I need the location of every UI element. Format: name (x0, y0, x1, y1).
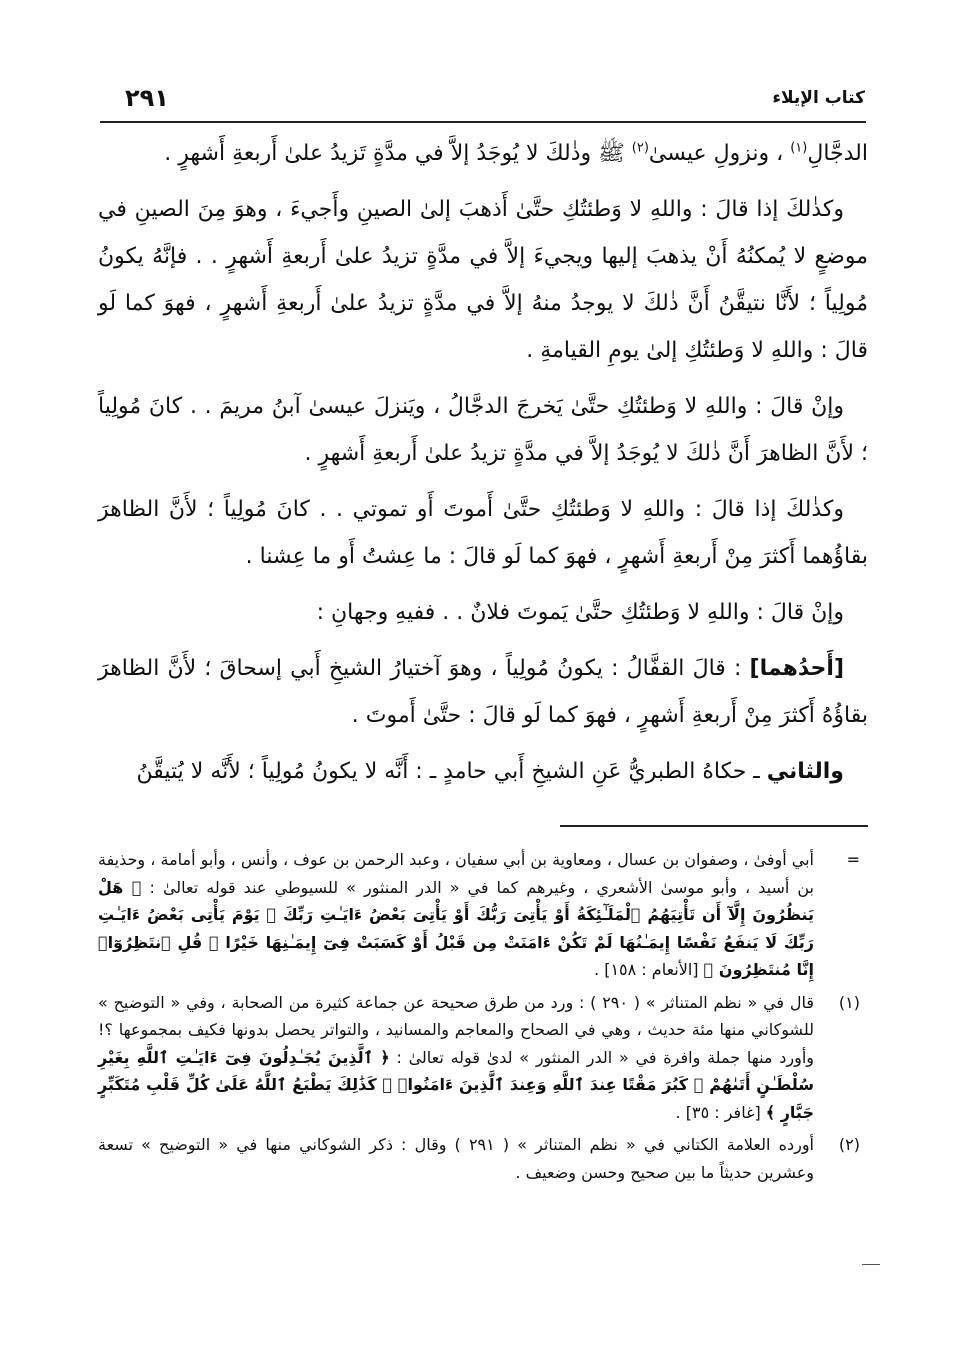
paragraph-7 (98, 748, 868, 795)
footnote-1-text-a: قال في « نظم المتناثر » ( ٢٩٠ ) : ورد من طرق صحيحة عن جماعة كثيرة من الصحابة ، وفي « التوضيح » للشوكاني منها مئة حديث ، وهي في الصحاح والمعاجم والمسانيد ، والتواتر يحصل بدونها فكيف بمجموعها ؟! وأورد منها جملة وافرة في « الدر المنثور » لدىٰ قوله تعالىٰ : (98, 992, 815, 1067)
header-rule (100, 121, 866, 123)
page-number: ٢٩١ (125, 84, 169, 112)
paragraph-1-text-c: ﷺ وذٰلكَ لا يُوجَدُ إلاَّ في مدَّةٍ تَزيدُ علىٰ أَربعةِ أَشهرٍ . (164, 141, 632, 166)
footnote-ref-2: (٢) (631, 140, 649, 156)
footnote-2-mark: (٢) (838, 1135, 860, 1154)
main-text (98, 130, 868, 804)
continuation-mark: = (846, 850, 860, 869)
footnote-continuation (98, 846, 868, 984)
footnote-separator (560, 825, 868, 827)
paragraph-2: وكذٰلكَ إذا قالَ : واللهِ لا وَطئتُكِ حتَّىٰ أَذهبَ إلىٰ الصينِ وأَجيءَ ، وهوَ مِنَ الصينِ في موضعٍ لا يُمكنُهُ أَنْ يذهبَ إليها ويجيءَ إلاَّ في مدَّةٍ تزيدُ علىٰ أَربعةِ أَشهرٍ . . فإنَّهُ يكونُ مُولِياً ؛ لأَنَّا نتيقَّنُ أَنَّ ذٰلكَ لا يوجدُ منهُ إلاَّ في مدَّةٍ تزيدُ علىٰ أَربعةِ أَشهرٍ ، فهوَ كما لَو قالَ : واللهِ لا وَطئتُكِ إلىٰ يومِ القيامةِ . (98, 197, 868, 363)
footnote-continuation-text-a: أبي أوفىٰ ، وصفوان بن عسال ، ومعاوية بن أبي سفيان ، وعبد الرحمن بن عوف ، وأنس ، وأبو أمامة ، وحذيفة بن أسيد ، وأبو موسىٰ الأشعري ، وغيرهم كما في « الدر المنثور » للسيوطي عند قوله تعالىٰ : (98, 850, 814, 897)
quran-quote-ghafir: ﴿ ٱلَّذِينَ يُجَـٰدِلُونَ فِىٓ ءَايَـٰتِ ٱللَّهِ بِغَيْرِ سُلْطَـٰنٍ أَتَىٰهُمْ ۖ كَبُرَ مَقْتًا عِندَ ٱللَّهِ وَعِندَ ٱلَّذِينَ ءَامَنُوا۟ ۚ كَذَٰلِكَ يَطْبَعُ ٱللَّهُ عَلَىٰ كُلِّ قَلْبِ مُتَكَبِّرٍ جَبَّارٍ ﴾ (98, 1047, 814, 1122)
footnote-2-text: أورده العلامة الكتاني في « نظم المتناثر » ( ٢٩١ ) وقال : ذكر الشوكاني منها في « التوضيح » تسعة وعشرين حديثاً ما بين صحيح وحسن وضعيف . (98, 1135, 814, 1182)
footnote-1-text-b: [غافر : ٣٥] . (675, 1102, 766, 1122)
running-title: كتاب الإيلاء (772, 88, 865, 108)
end-mark-rule (862, 1264, 880, 1265)
paragraph-1 (98, 130, 868, 177)
second-view-label: والثاني (766, 759, 844, 784)
footnote-ref-1: (١) (790, 140, 808, 156)
footnotes (98, 846, 868, 1191)
paragraph-3: وإنْ قالَ : واللهِ لا وَطئتُكِ حتَّىٰ يَخرجَ الدجَّالُ ، ويَنزلَ عيسىٰ آبنُ مريمَ . . كانَ مُولِياً ؛ لأَنَّ الظاهرَ أَنَّ ذٰلكَ لا يُوجَدُ إلاَّ في مدَّةٍ تزيدُ علىٰ أَربعةِ أَشهرٍ . (98, 394, 868, 466)
paragraph-5: وإنْ قالَ : واللهِ لا وَطئتُكِ حتَّىٰ يَموتَ فلانٌ . . ففيهِ وجهانِ : (316, 600, 844, 625)
paragraph-6 (98, 645, 868, 739)
footnote-1-mark: (١) (838, 992, 860, 1012)
quran-quote-anam: ﴿ هَلْ يَنظُرُونَ إِلَّآ أَن تَأْتِيَهُمُ ٱلْمَلَـٰٓئِكَةُ أَوْ يَأْتِىَ رَبُّكَ أَوْ يَأْتِىَ بَعْضُ ءَايَـٰتِ رَبِّكَ ۗ يَوْمَ يَأْتِى بَعْضُ ءَايَـٰتِ رَبِّكَ لَا يَنفَعُ نَفْسًا إِيمَـٰنُهَا لَمْ تَكُنْ ءَامَنَتْ مِن قَبْلُ أَوْ كَسَبَتْ فِىٓ إِيمَـٰنِهَا خَيْرًا ۗ قُلِ ٱنتَظِرُوٓا۟ إِنَّا مُنتَظِرُونَ ﴾ (98, 877, 814, 979)
first-view-label: [أَحدُهما] (749, 656, 844, 681)
paragraph-6-text: : قالَ القفَّالُ : يكونُ مُولِياً ، وهوَ آختيارُ الشيخِ أَبي إسحاقَ ؛ لأَنَّ الظاهرَ بقاؤُهُ أَكثرَ مِنْ أَربعةِ أَشهرٍ ، فهوَ كما لَو قالَ : حتَّىٰ أَموتَ . (98, 656, 868, 728)
paragraph-4: وكذٰلكَ إذا قالَ : واللهِ لا وَطئتُكِ حتَّىٰ أَموتَ أَو تموتي . . كانَ مُولِياً ؛ لأَنَّ الظاهرَ بقاؤُهما أَكثرَ مِنْ أَربعةِ أَشهرٍ ، فهوَ كما لَو قالَ : ما عِشتُ أَو ما عِشنا . (98, 497, 868, 569)
footnote-2 (98, 1131, 868, 1186)
paragraph-1-text-b: ، ونزولِ عيسىٰ (648, 141, 791, 166)
footnote-continuation-text-b: [الأنعام : ١٥٨] . (594, 960, 704, 979)
paragraph-1-text-a: الدجَّالِ (807, 141, 868, 166)
footnote-1 (98, 989, 868, 1127)
paragraph-7-text: ـ حكاهُ الطبريُّ عَنِ الشيخِ أَبي حامدٍ ـ : أَنَّه لا يكونُ مُولِياً ؛ لأَنَّه لا يُتيقَّنُ (136, 759, 767, 784)
page-header (105, 84, 865, 118)
